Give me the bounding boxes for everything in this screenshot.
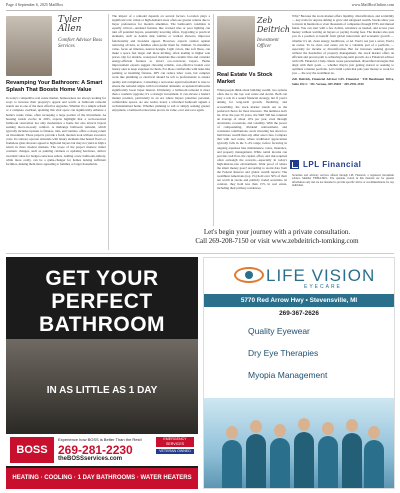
boss-ad-subtitle: IN AS LITTLE AS 1 DAY [46,385,158,396]
lv-service-item: Quality Eyewear [248,326,310,336]
boss-services-ad[interactable] [6,257,198,489]
header-rule [6,10,394,11]
author-role: Comfort Advisor Boss Services [58,38,103,49]
staff-figure [342,433,362,489]
lv-subtitle: EYECARE [304,284,342,290]
staff-figure [364,440,384,489]
author-last-name: Allen [58,24,82,34]
advisor-contact: Zeb Deitrich, Financial Advisor LPL Financial · 930 Beechmont Drive, Suite 102-C · Mt. Vernon, OH 45001 · 269-2992-2100 [292,77,394,86]
boss-services-footer: HEATING · COOLING · 1 DAY BATHROOMS · WATER HEATERS [6,468,198,489]
lpl-logo [290,156,390,172]
author-first-name: Tyler [58,15,82,25]
header-right: www.MailBoxOnline.com [351,2,394,7]
staff-figure [246,434,266,489]
author-photo-zeb [217,16,255,66]
banner-line-2[interactable]: Call 269-208-7150 or visit www.zebdeitrich-tomking.com [195,237,359,245]
consultation-banner [160,228,394,250]
article-headline-realestate: Real Estate Vs Stock Market [217,72,273,85]
veteran-badge: VETERAN OWNED [156,449,194,454]
section-divider [6,253,394,254]
banner-line-1: Let's begin your journey with a private consultation. [203,228,351,236]
staff-figure [294,432,314,489]
left-article [6,80,106,166]
boss-logo: BOSS [10,437,54,463]
lpl-mark-icon [290,160,299,169]
article-body-mid: The impact of a remodel depends on several factors. Location plays a significant role: urban or high-demand areas often see greater returns due to buyer preferences for modern amenities. The bathroom's condition is equally critical—outdated features like cracked tiles or poor lighting can turn off potential buyers, potentially lowering offers. Upgrading to practical elements, such as double sink vanities or walk-in showers, improves functionality and broadens appeal. However, experts caution against removing all tubs, as families often prefer them for children. To maximize value, focus on timeless, neutral designs. Light colors, like soft blues, can make a space feel larger and more inviting, often leading to higher sale prices. Opt for durable, waterproof materials like ceramic tiles and consider energy-efficient features to attract eco-conscious buyers. Home improvement experts suggest choosing reliable, cost-effective brands over luxury ones to keep expenses in check. For those comfortable with tasks like painting or installing fixtures, DIY can reduce labor costs, but complex work like plumbing or electrical should be left to professionals to ensure quality and compliance. Consulting a real estate agent beforehand is wise to ensure the remodel aligns with local market demands, as updated bathrooms significantly boost buyer interest. Ultimately, a bathroom remodel is more than a cosmetic upgrade; it's a strategic investment. It can elevate a home's market position, particularly in an era where buyers prioritize personal, comfortable spaces. As one realtor noted, a refreshed bathroom signals a well-maintained home. Whether planning to sell or simply seeking greater enjoyment, a bathroom renovation proves its value, over and over again. [112,14,210,113]
column-divider [108,14,109,250]
staff-figure [318,436,338,489]
article-body-right-cont: Why? Because the stock market offers liquidity, diversification, and scalability — key traits for anyone aiming to grow and safeguard wealth. Stocks allow you to invest in hundreds or even thousands of companies through ETFs and mutual funds. You can start with a few dollars, rebalance as needed, and access your money without waiting on buyers or paying closing fees. The market also puts you in a position to benefit from global innovation and economic growth — whether it's AI, clean energy, healthcare, or AI. You're not just a saver, You're an owner. To be clear, real estate can be a valuable part of a portfolio — especially for income or diversification. But for investors seeking growth without the headaches of property management, the stock market offers an efficient and proven path to achieving long-term growth. As a Financial advisor with LPL Financial, I help clients create personalized, diversified strategies that align with their goals — whether they're just getting started or seeking to optimize a mature portfolio. Let's build a plan that puts your money to work for you — the way the wealthiest do. [292,14,394,76]
lv-service-item: Dry Eye Therapies [248,348,319,358]
boss-badges [156,437,194,454]
boss-contact-bar [6,434,198,466]
lpl-wordmark: LPL Financial [303,159,362,169]
right-article-cont [292,14,394,86]
article-body-right: When people think about building wealth, two options often rise to the top: real estate and stocks. Both can play a role in a sound financial strategy, but if you're aiming for long-term growth, flexibility, and accessibility, the stock market stands out as the preferred choice for most investors. The numbers don't lie. Over the past 50 years, the S&P 500 has returned an average of about 10% per year, even through downturns, recessions, and volatility. With the power of compounding, dividend reinvestment, and consistent contributions, stock investing has shown to build more wealth than any other asset class. Compare that with real estate, where traditional appreciation typically falls in the 3–4% range, before factoring in ongoing expenses like maintenance, taxes, insurance, and property management. While rental income can provide cash flow, the capital, effort, and risk required often outweigh the rewards—especially in today's high-interest-rate environment. Want proof of where the smart money goes? According to recent data from the Federal Reserve and global wealth reports: The wealthiest Americans (top 1%) hold over 50% of their net worth in stocks and publicly traded securities. In contrast, they hold less than 15% in real estate, including their primary residences. [217,88,287,191]
header-left: Page 4 September 6, 2025 MailBox [6,2,64,7]
boss-ad-title: GET YOUR PERFECT BATHROOM [38,267,166,336]
lpl-disclaimer: Securities and advisory services offered through LPL Financial, a registered investment advisor. Member FINRA/SIPC. The opinions voiced in this material are for general information only and are not intended to provide specific advice or recommendations for any individual. [292,174,394,188]
author-role: Investment Officer [257,38,279,49]
lv-service-item: Myopia Management [248,370,328,380]
author-first-name: Zeb [257,16,273,25]
life-vision-ad[interactable] [203,257,395,489]
boss-tagline: Experience how BOSS is Better Than the Rest! [58,437,142,442]
boss-phone[interactable]: 269-281-2230 [58,443,133,457]
staff-figure [222,440,242,489]
staff-group-photo [204,398,394,489]
page-header [6,2,394,10]
article-headline-bathroom: Revamping Your Bathroom: A Smart Splash That Boosts Home Value [6,80,103,93]
column-divider [213,14,214,226]
staff-figure [270,438,290,489]
lv-address: 5770 Red Arrow Hwy • Stevensville, MI [204,294,394,307]
lv-phone[interactable]: 269-367-2626 [279,310,319,317]
emergency-badge: EMERGENCY SERVICES [156,437,194,447]
right-article [217,72,287,191]
author-last-name: Deitrich [257,25,290,34]
mid-article [112,14,210,112]
eye-logo-icon [234,267,264,283]
lv-title: LIFE VISION [266,266,376,285]
author-photo-tyler [6,16,52,76]
article-body-left: In today's competitive real estate market, homeowners are always looking for ways to increase their property's appeal and worth. A bathroom remodel stands out as one of the most effective upgrades. Whether it's a simple refresh or a complete overhaul, updating this vital space can significantly enhance a home's resale value, often recouping a large portion of the investment. As housing trends evolve in 2025, experts highlight that a well-executed bathroom renovation not only modernizes a home but also attracts buyers seeking move-in-ready comfort. A midrange bathroom remodel, which typically includes updates to fixtures, tiles, and vanities, offers a strong return on investment. These projects provide a fresh, modern look without excessive costs. In contrast, upscale remodels with luxury elements like heated floors or frameless glass showers appeal to high-end buyers but may not yield as high a return in more modest markets. The scope of the project matters: minor cosmetic changes, such as painting cabinets or updating hardware, deliver excellent value for budget-conscious sellers. Adding a new bathroom entirely, while more costly, can be a game-changer for homes lacking sufficient facilities, making them more appealing to families or larger households. [6,96,106,166]
boss-website[interactable]: theBOSSservices.com [58,456,123,462]
